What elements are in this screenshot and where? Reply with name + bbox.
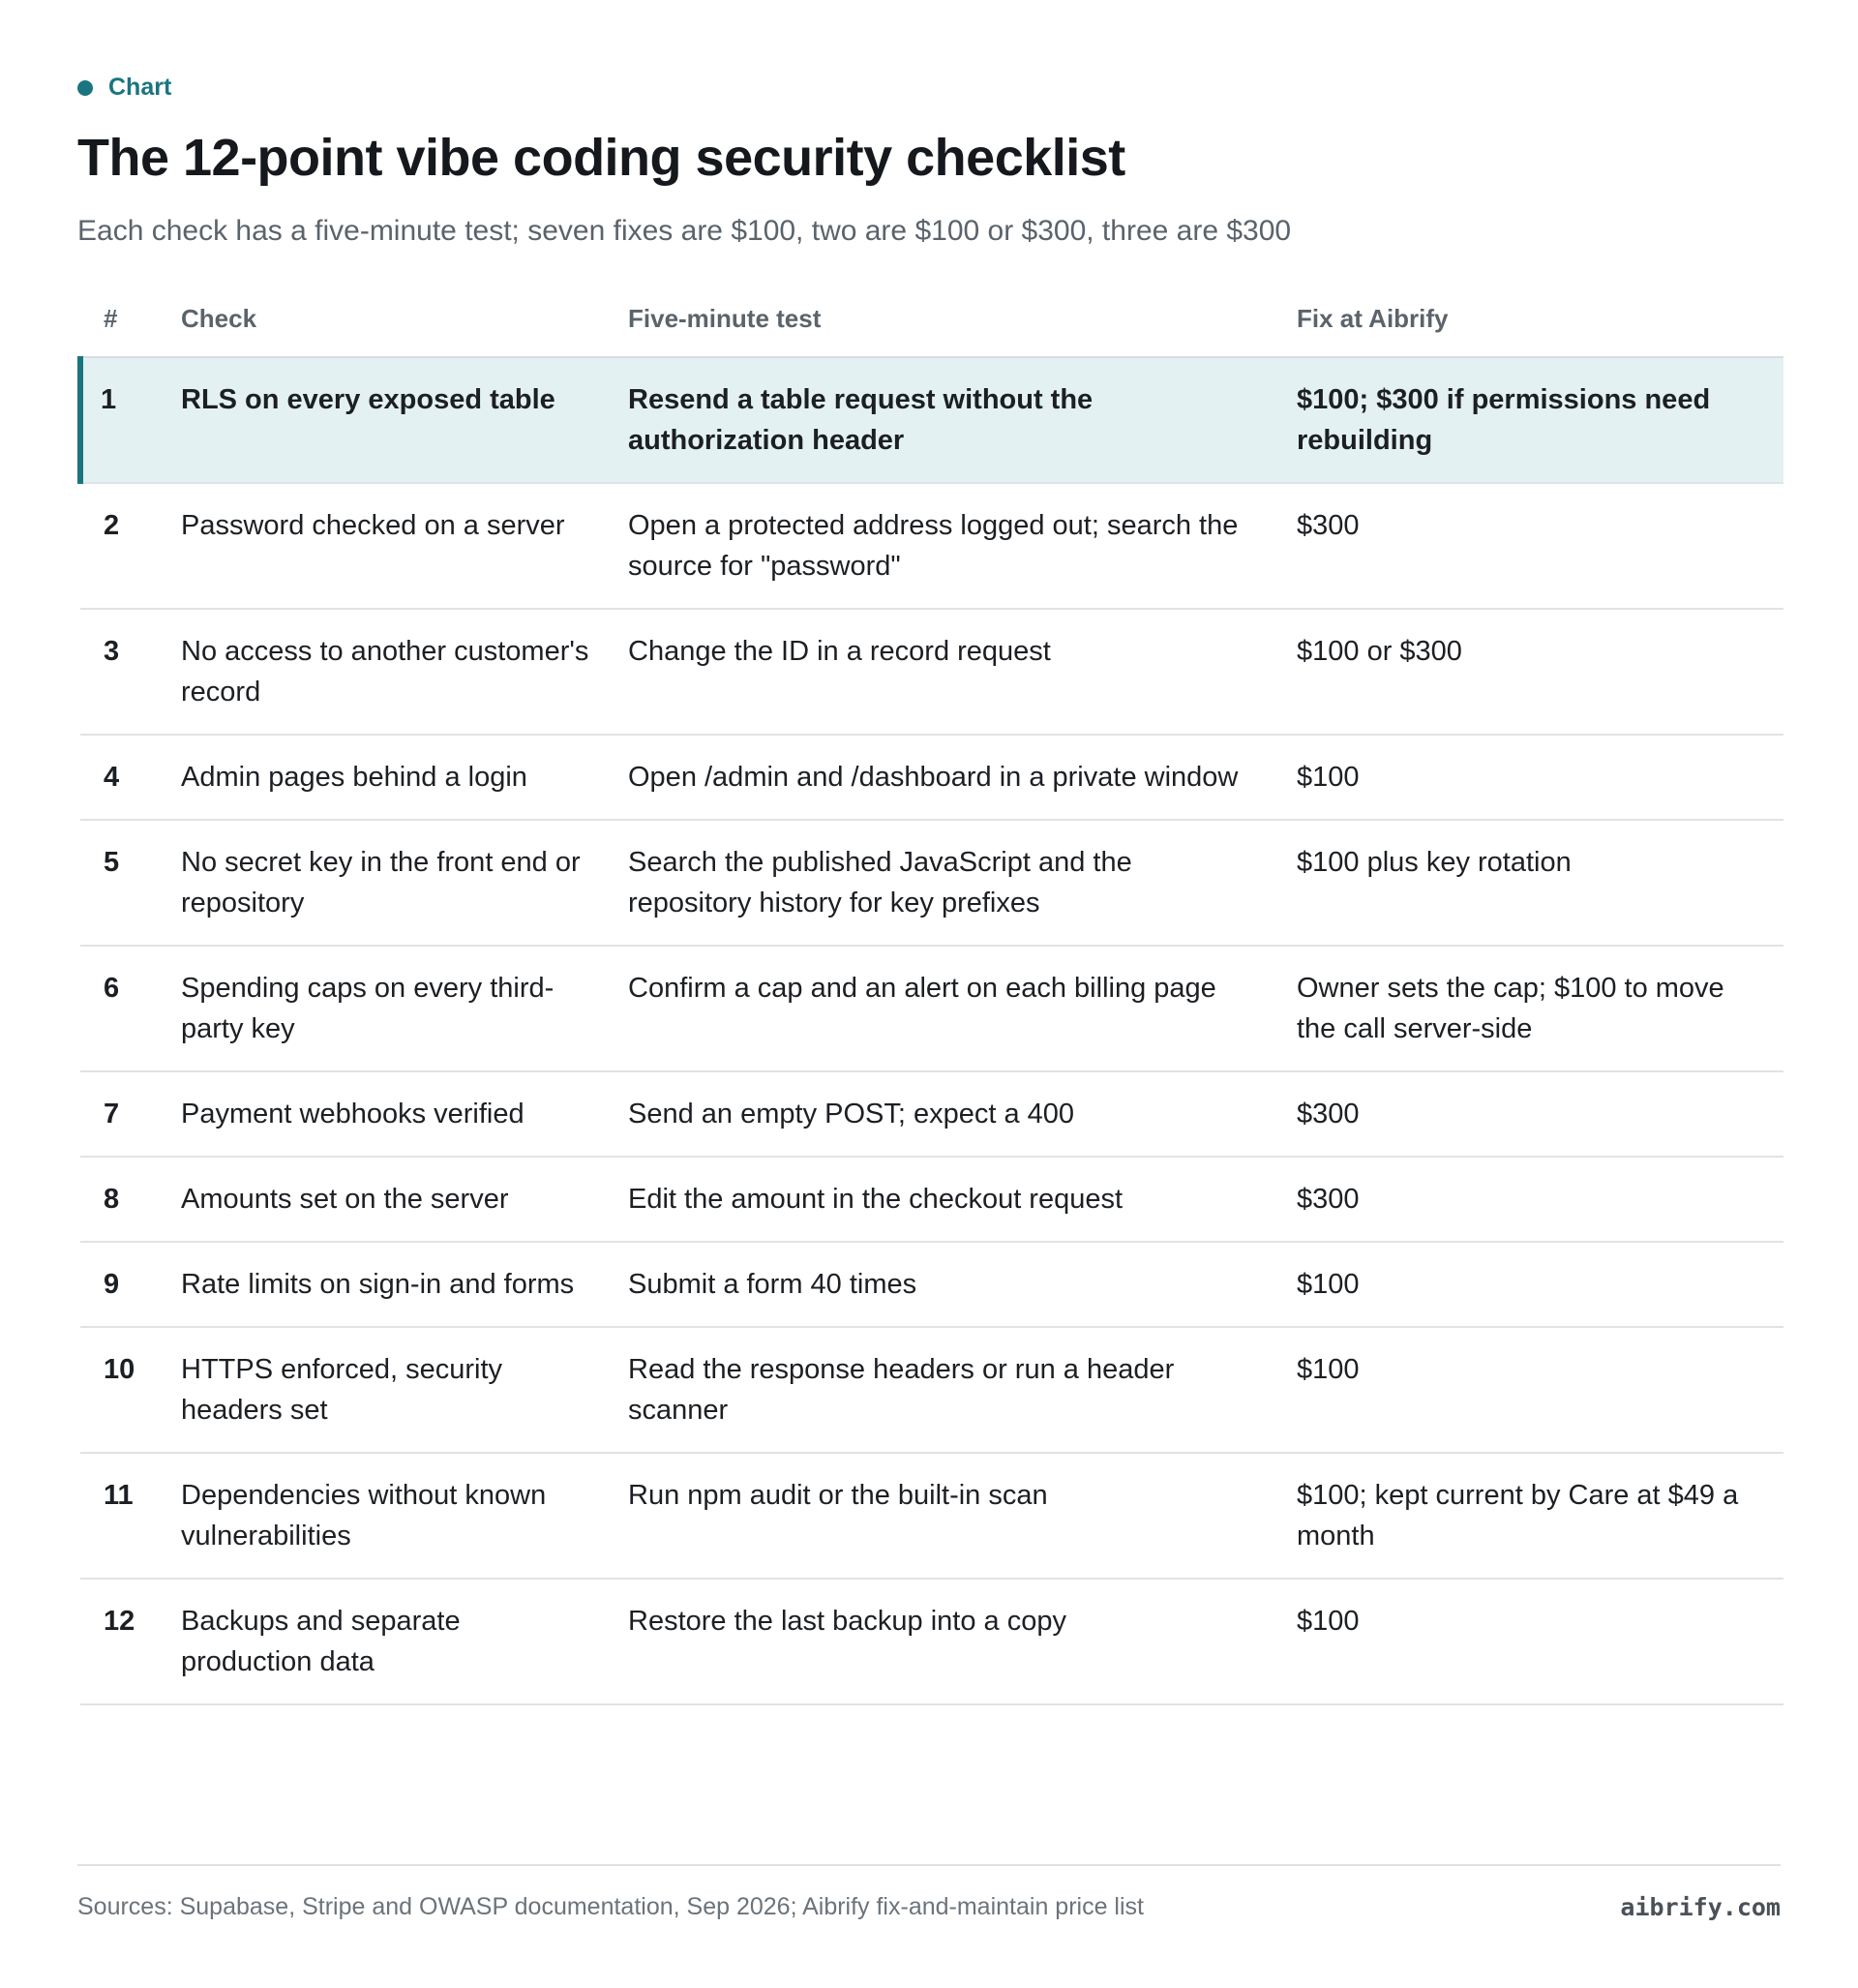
table-row (80, 1453, 1783, 1579)
row-number: 9 (80, 1242, 181, 1327)
row-number: 5 (80, 820, 181, 946)
row-check: HTTPS enforced, security headers set (181, 1327, 628, 1453)
row-check: Dependencies without known vulnerabilities (181, 1453, 628, 1579)
table-body (80, 357, 1783, 1704)
row-fix: $100 (1297, 735, 1783, 820)
column-header-fix: Fix at Aibrify (1297, 281, 1783, 357)
row-number: 6 (80, 946, 181, 1071)
kicker (77, 74, 171, 102)
table-row (80, 1157, 1783, 1242)
row-test: Open a protected address logged out; search the source for "password" (628, 483, 1297, 609)
row-number: 7 (80, 1071, 181, 1157)
row-test: Search the published JavaScript and the repository history for key prefixes (628, 820, 1297, 946)
table-row (80, 1579, 1783, 1704)
row-test: Restore the last backup into a copy (628, 1579, 1297, 1704)
row-test: Submit a form 40 times (628, 1242, 1297, 1327)
table-row (80, 1071, 1783, 1157)
row-fix: $100 (1297, 1579, 1783, 1704)
row-fix: $100; kept current by Care at $49 a month (1297, 1453, 1783, 1579)
row-number: 3 (80, 609, 181, 735)
row-check: Amounts set on the server (181, 1157, 628, 1242)
table-row (80, 483, 1783, 609)
brand-link[interactable]: aibrify.com (1620, 1893, 1781, 1921)
row-check: No access to another customer's record (181, 609, 628, 735)
table-row (80, 1242, 1783, 1327)
row-number: 2 (80, 483, 181, 609)
row-number: 8 (80, 1157, 181, 1242)
row-check: Payment webhooks verified (181, 1071, 628, 1157)
table-row (80, 946, 1783, 1071)
row-test: Run npm audit or the built-in scan (628, 1453, 1297, 1579)
row-fix: $100 or $300 (1297, 609, 1783, 735)
row-fix: $100 (1297, 1327, 1783, 1453)
row-fix: $300 (1297, 1071, 1783, 1157)
row-check: Admin pages behind a login (181, 735, 628, 820)
row-test: Edit the amount in the checkout request (628, 1157, 1297, 1242)
row-number: 12 (80, 1579, 181, 1704)
table-row (80, 1327, 1783, 1453)
row-fix: $300 (1297, 1157, 1783, 1242)
column-header-number: # (80, 281, 181, 357)
chart-title: The 12-point vibe coding security checklist (77, 129, 1125, 187)
row-check: Rate limits on sign-in and forms (181, 1242, 628, 1327)
row-check: No secret key in the front end or repository (181, 820, 628, 946)
column-header-test: Five-minute test (628, 281, 1297, 357)
row-number: 10 (80, 1327, 181, 1453)
row-test: Resend a table request without the authorization header (628, 357, 1297, 483)
row-number: 4 (80, 735, 181, 820)
footer-divider (77, 1864, 1781, 1866)
source-note: Sources: Supabase, Stripe and OWASP documentation, Sep 2026; Aibrify fix-and-maintain price list (77, 1893, 1144, 1920)
row-test: Send an empty POST; expect a 400 (628, 1071, 1297, 1157)
row-fix: $100 plus key rotation (1297, 820, 1783, 946)
row-test: Read the response headers or run a header scanner (628, 1327, 1297, 1453)
table-row (80, 820, 1783, 946)
row-check: RLS on every exposed table (181, 357, 628, 483)
row-fix: $100; $300 if permissions need rebuilding (1297, 357, 1783, 483)
table-row (80, 735, 1783, 820)
row-test: Change the ID in a record request (628, 609, 1297, 735)
table-header-row (80, 281, 1783, 357)
row-check: Password checked on a server (181, 483, 628, 609)
kicker-dot-icon (77, 80, 93, 96)
chart-subtitle: Each check has a five-minute test; seven fixes are $100, two are $100 or $300, three are $300 (77, 215, 1292, 247)
checklist-table (77, 281, 1783, 1705)
row-test: Open /admin and /dashboard in a private window (628, 735, 1297, 820)
row-fix: Owner sets the cap; $100 to move the call server-side (1297, 946, 1783, 1071)
row-number: 1 (80, 357, 181, 483)
table-row (80, 357, 1783, 483)
row-test: Confirm a cap and an alert on each billing page (628, 946, 1297, 1071)
table-row (80, 609, 1783, 735)
column-header-check: Check (181, 281, 628, 357)
row-check: Backups and separate production data (181, 1579, 628, 1704)
row-check: Spending caps on every third-party key (181, 946, 628, 1071)
row-number: 11 (80, 1453, 181, 1579)
kicker-label: Chart (108, 74, 172, 101)
row-fix: $100 (1297, 1242, 1783, 1327)
row-fix: $300 (1297, 483, 1783, 609)
